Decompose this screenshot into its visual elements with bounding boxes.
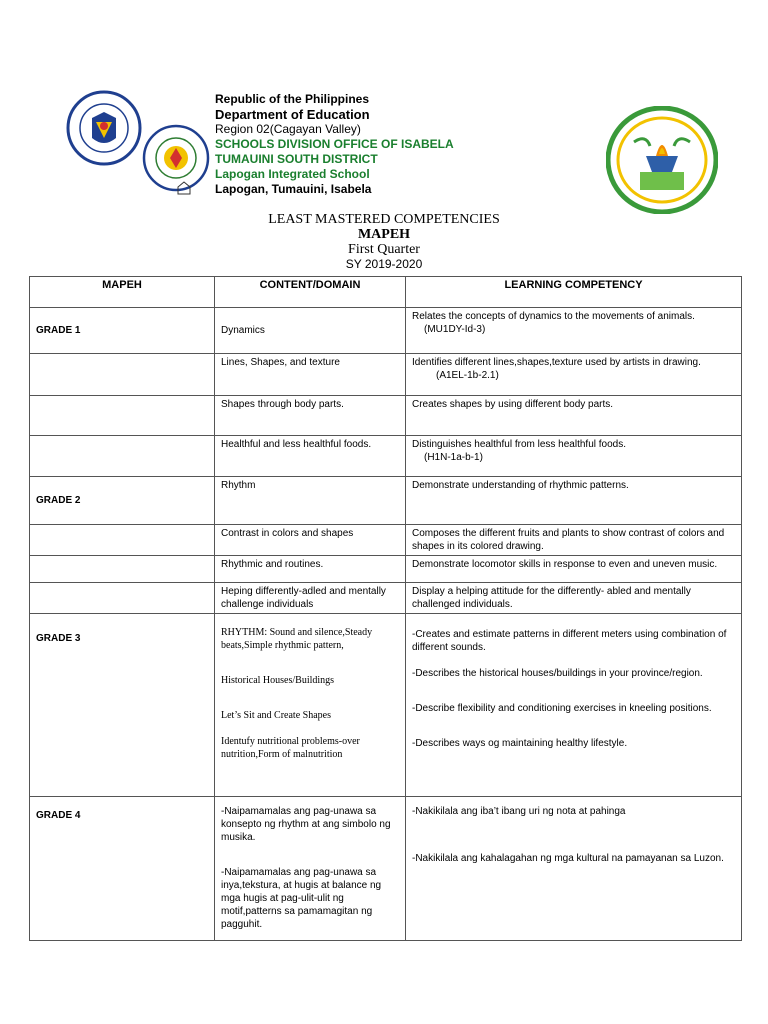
- competency-text: -Nakikilala ang kahalagahan ng mga kultural na pamayanan sa Luzon.: [412, 853, 724, 864]
- deped-seal: [68, 92, 140, 164]
- content-cell: [215, 797, 406, 941]
- grade-cell-empty: [30, 354, 215, 396]
- content-text: Let’s Sit and Create Shapes: [221, 710, 331, 721]
- content-text: -Naipamamalas ang pag-unawa sa konsepto ng rhythm at ang simbolo ng musika.: [221, 806, 391, 843]
- title-subject: MAPEH: [357, 227, 411, 242]
- content-text: Historical Houses/Buildings: [221, 675, 335, 686]
- table-row: [30, 525, 742, 556]
- competency-text: -Creates and estimate patterns in different meters using combination of different sounds.: [412, 629, 727, 653]
- competency-cell: [406, 797, 742, 941]
- competency-text: -Describes ways og maintaining healthy lifestyle.: [412, 738, 628, 749]
- school-logo: [606, 106, 718, 214]
- table-row: [30, 797, 742, 941]
- table-row: [30, 477, 742, 525]
- letterhead-republic: Republic of the Philippines: [215, 92, 370, 106]
- table-row: [30, 436, 742, 477]
- competency-cell: [406, 477, 742, 525]
- content-cell: [215, 614, 406, 797]
- title-school-year: SY 2019-2020: [345, 257, 423, 271]
- competency-text: Creates shapes by using different body parts.: [412, 399, 614, 410]
- competency-text: Distinguishes healthful from less healthful foods.: [412, 439, 627, 450]
- competency-text: -Describe flexibility and conditioning exercises in kneeling positions.: [412, 703, 712, 714]
- letterhead-division: SCHOOLS DIVISION OFFICE OF ISABELA: [215, 137, 454, 151]
- content-cell: [215, 556, 406, 583]
- competency-code: (MU1DY-Id-3): [424, 324, 486, 335]
- competencies-table: [29, 276, 742, 941]
- content-text: Dynamics: [221, 325, 265, 336]
- competency-code: (A1EL-1b-2.1): [436, 370, 499, 381]
- letterhead-address: Lapogan, Tumauini, Isabela: [215, 182, 372, 196]
- title-main: LEAST MASTERED COMPETENCIES: [268, 212, 500, 227]
- content-text: Heping differently-adled and mentally challenge individuals: [221, 586, 386, 610]
- table-row: [30, 614, 742, 797]
- content-text: Identufy nutritional problems-over nutrition,Form of malnutrition: [221, 736, 360, 760]
- grade-label: GRADE 3: [30, 614, 215, 797]
- competency-cell: [406, 436, 742, 477]
- letterhead-district: TUMAUINI SOUTH DISTRICT: [215, 152, 378, 166]
- competency-cell: [406, 308, 742, 354]
- competency-text: Demonstrate locomotor skills in response to even and uneven music.: [412, 559, 718, 570]
- header-content-domain: CONTENT/DOMAIN: [215, 277, 406, 308]
- content-cell: [215, 583, 406, 614]
- grade-cell-empty: [30, 556, 215, 583]
- grade-label: GRADE 2: [30, 477, 215, 525]
- header-learning-competency: LEARNING COMPETENCY: [406, 277, 742, 308]
- grade-label: GRADE 4: [30, 797, 215, 941]
- content-cell: [215, 396, 406, 436]
- deped-seals-logo: [66, 88, 216, 198]
- table-row: [30, 354, 742, 396]
- competency-text: -Describes the historical houses/buildings in your province/region.: [412, 668, 703, 679]
- table-row: [30, 396, 742, 436]
- content-text: Shapes through body parts.: [221, 399, 344, 410]
- content-cell: [215, 525, 406, 556]
- letterhead-school: Lapogan Integrated School: [215, 167, 370, 181]
- competency-cell: [406, 556, 742, 583]
- content-text: Rhythmic and routines.: [221, 559, 324, 570]
- document-title: [0, 212, 768, 272]
- header-mapeh: MAPEH: [30, 277, 215, 308]
- grade-label: GRADE 1: [30, 308, 215, 354]
- letterhead: [215, 92, 454, 197]
- competency-cell: [406, 354, 742, 396]
- content-cell: [215, 436, 406, 477]
- competency-text: Relates the concepts of dynamics to the movements of animals.: [412, 311, 695, 322]
- grade-cell-empty: [30, 396, 215, 436]
- letterhead-department: Department of Education: [215, 107, 370, 122]
- competency-code: (H1N-1a-b-1): [424, 452, 483, 463]
- content-text: Lines, Shapes, and texture: [221, 357, 340, 368]
- competency-cell: [406, 583, 742, 614]
- content-cell: [215, 354, 406, 396]
- content-text: Contrast in colors and shapes: [221, 528, 354, 539]
- competency-text: Composes the different fruits and plants to show contrast of colors and shapes in its colored drawing.: [412, 528, 725, 552]
- competency-text: Demonstrate understanding of rhythmic patterns.: [412, 480, 629, 491]
- letterhead-region: Region 02(Cagayan Valley): [215, 122, 361, 136]
- grade-cell-empty: [30, 525, 215, 556]
- competency-cell: [406, 525, 742, 556]
- table-header-row: [30, 277, 742, 308]
- grade-cell-empty: [30, 583, 215, 614]
- content-text: -Naipamamalas ang pag-unawa sa inya,tekstura, at hugis at balance ng mga hugis at pag-ulit-ulit ng motif,patterns sa pamamagitan ng pagguhit.: [221, 867, 382, 930]
- competency-cell: [406, 396, 742, 436]
- content-cell: [215, 308, 406, 354]
- grade-cell-empty: [30, 436, 215, 477]
- content-cell: [215, 477, 406, 525]
- table-row: [30, 583, 742, 614]
- competency-text: -Nakikilala ang iba’t ibang uri ng nota at pahinga: [412, 806, 626, 817]
- content-text: Rhythm: [221, 480, 256, 491]
- competency-text: Display a helping attitude for the differently- abled and mentally challenged individuals.: [412, 586, 691, 610]
- competency-text: Identifies different lines,shapes,texture used by artists in drawing.: [412, 357, 701, 368]
- division-seal: [144, 126, 208, 190]
- table-row: [30, 308, 742, 354]
- title-quarter: First Quarter: [348, 242, 420, 257]
- content-text: Healthful and less healthful foods.: [221, 439, 372, 450]
- content-text: RHYTHM: Sound and silence,Steady beats,Simple rhythmic pattern,: [221, 627, 373, 651]
- competency-cell: [406, 614, 742, 797]
- table-row: [30, 556, 742, 583]
